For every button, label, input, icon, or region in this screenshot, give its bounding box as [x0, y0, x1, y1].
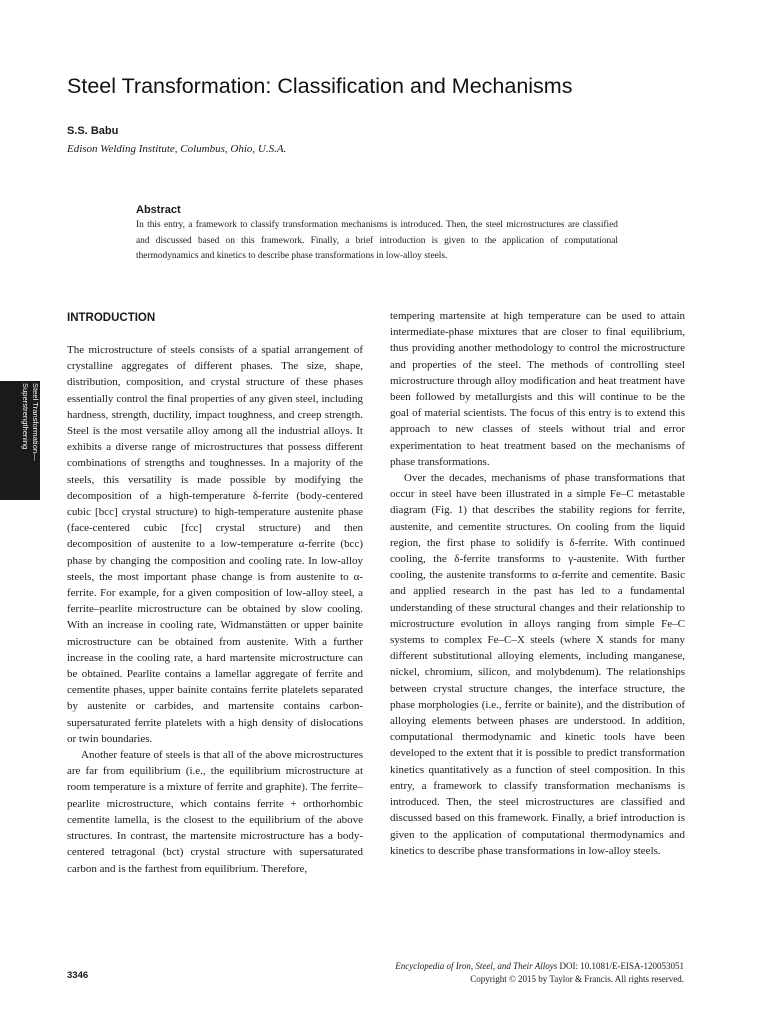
paragraph: Over the decades, mechanisms of phase transformations that occur in steel have been illustrated in a simple Fe–C metastable diagram (Fig. 1) that describes the stability regions for ferrite, austenite, and cementite structures. On cooling from the liquid region, the first phase to solidify is δ-ferrite. With continued cooling, the δ-ferrite transforms to γ-austenite. With further cooling, the austenite transforms to α-ferrite and cementite. Basic and applied research in the past has led to a fundamental understanding of these structural changes and their relationship to microstructure evolution in alloys ranging from simple Fe–C systems to complex Fe–C–X steels (where X stands for many different substitutional alloying elements, including manganese, nickel, chromium, silicon, and molybdenum). The relationships between crystal structure changes, the interface structure, the phase morphologies (i.e., ferrite or bainite), and the distribution of alloying elements between phases are understood. In addition, computational thermodynamic and kinetic tools have been developed to the extent that it is possible to predict transformation kinetics quantitatively as a function of steel composition. In this entry, a framework to classify transformation mechanisms is introduced. Then, the steel microstructures are classified and discussed based on this framework. Finally, a brief introduction is given to the application of computational thermodynamics and kinetics to describe phase transformations in low-alloy steels. [390, 472, 685, 857]
section-heading-introduction: INTRODUCTION [67, 312, 156, 324]
entry-title: Steel Transformation: Classification and Mechanisms [67, 74, 573, 98]
copyright-text: Copyright © 2015 by Taylor & Francis. All rights reserved. [470, 974, 684, 984]
right-column [390, 308, 685, 859]
sidebar-tab-line2: Superstrengthening [21, 383, 30, 450]
sidebar-section-tab [0, 381, 40, 500]
author-name: S.S. Babu [67, 125, 119, 137]
journal-name: Encyclopedia of Iron, Steel, and Their Alloys [395, 961, 558, 971]
abstract-body: In this entry, a framework to classify transformation mechanisms is introduced. Then, the steel microstructures are classified and discussed based on this framework. Finally, a brief introduction is given to the application of computational thermodynamics and kinetics to describe phase transformations in low-alloy steels. [136, 220, 618, 261]
left-column [67, 342, 363, 877]
abstract-heading: Abstract [136, 204, 181, 216]
paragraph: The microstructure of steels consists of a spatial arrangement of crystalline aggregates of different phases. The size, shape, distribution, composition, and crystal structure of these phases essentially control the final properties of any given steel, including hardness, strength, ductility, impact toughness, and creep strength. Steel is the most versatile alloy among all the industrial alloys. It exhibits a diverse range of microstructures that possess different combinations of strengths and toughnesses. In a majority of the steels, this versatility is made possible by modifying the decomposition of a high-temperature δ-ferrite (body-centered cubic [bcc] crystal structure) to high-temperature austenite phase (face-centered cubic [fcc] crystal structure) and then decomposition of austenite to a low-temperature α-ferrite (bcc) phase by changing the composition and cooling rate. In low-alloy steels, the most important phase change is from austenite to α-ferrite. For example, for a given composition of low-alloy steel, a ferrite–pearlite microstructure can be obtained by slow cooling. With an increase in cooling rate, Widmanstätten or upper bainite microstructure can be obtained from austenite. With a further increase in the cooling rate, a hard martensite microstructure can be obtained. Pearlite contains a lamellar aggregate of ferrite and cementite phases, upper bainite contains ferrite platelets separated by austenite or carbides, and martensite contains carbon-supersaturated ferrite platelets with a high density of dislocations or twin boundaries. [67, 344, 363, 745]
page-number: 3346 [67, 970, 89, 981]
paragraph: Another feature of steels is that all of the above microstructures are far from equilibrium (i.e., the equilibrium microstructure at room temperature is a mixture of ferrite and graphite). The ferrite–pearlite microstructure, which contains ferrite + orthorhombic cementite lamella, is the closest to the equilibrium of the above structures. In contrast, the martensite microstructure has a body-centered tetragonal (bct) crystal structure with supersaturated carbon and is the farthest from equilibrium. Therefore, [67, 749, 363, 875]
doi-text: DOI: 10.1081/E-EISA-120053051 [557, 961, 684, 971]
author-affiliation: Edison Welding Institute, Columbus, Ohio, U.S.A. [67, 143, 287, 155]
footer-citation [395, 960, 684, 986]
sidebar-tab-label [20, 383, 40, 497]
sidebar-tab-line1: Steel Transformation— [31, 383, 40, 461]
paragraph: tempering martensite at high temperature can be used to attain intermediate-phase mixtures that are closer to final equilibrium, thus providing another methodology to control the microstructure and properties of the steel. The methods of controlling steel microstructure through alloy modification and heat treatment have been followed by metallurgists and this will continue to be the goal of material scientists. The focus of this entry is to extend this approach to new classes of steels without trial and error experimentation to heat treatment based on the mechanisms of phase transformations. [390, 310, 685, 468]
